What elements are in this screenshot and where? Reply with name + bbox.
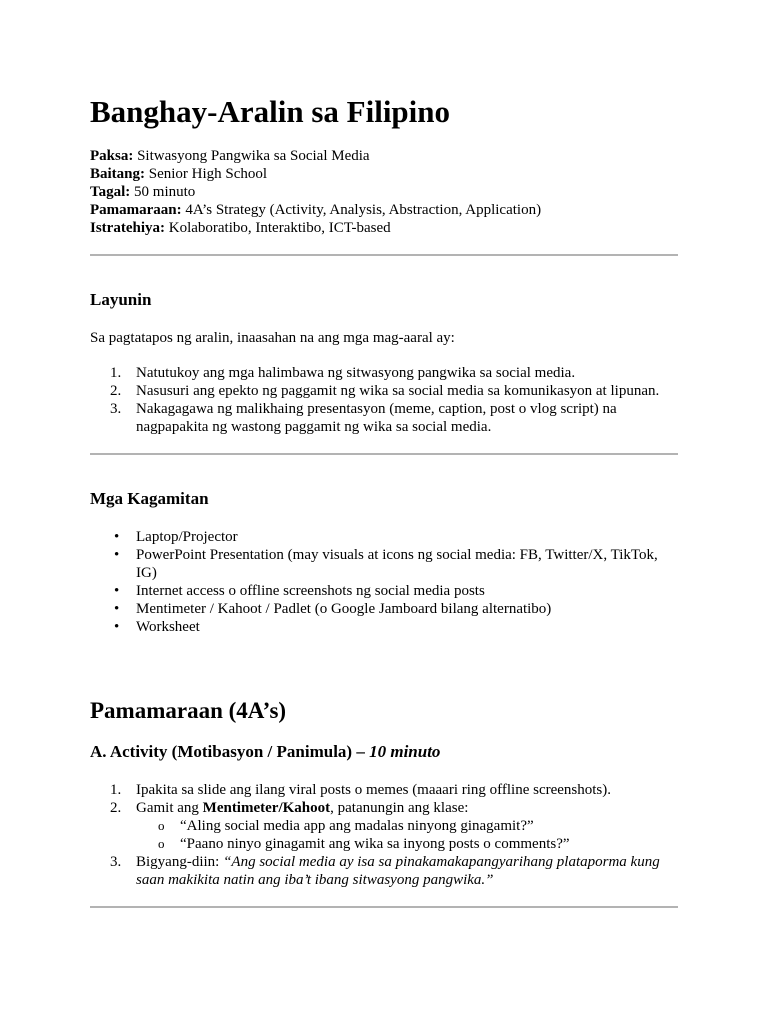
list-number: 1. <box>110 782 122 798</box>
list-number: 3. <box>110 401 122 417</box>
section-divider <box>90 254 678 256</box>
list-item-text: Nakagagawa ng malikhaing presentasyon (meme, caption, post o vlog script) na nagpapakita ng wastong paggamit ng wika sa social media. <box>136 401 617 435</box>
meta-baitang-value: Senior High School <box>148 166 268 182</box>
meta-paksa <box>90 147 690 165</box>
list-number: 2. <box>110 800 122 816</box>
list-item-text: PowerPoint Presentation (may visuals at icons ng social media: FB, Twitter/X, TikTok, IG) <box>136 547 658 581</box>
list-item-quote: “Ang social media ay isa sa pinakamakapangyarihang plataporma kung saan makikita natin ang iba’t ibang sitwasyong pangwika.” <box>136 854 660 888</box>
bullet-icon: • <box>114 547 120 563</box>
list-item-text-pre: Gamit ang <box>136 800 203 816</box>
list-item-text: Ipakita sa slide ang ilang viral posts o memes (maaari ring offline screenshots). <box>136 782 612 798</box>
sub-list-item-text: “Aling social media app ang madalas ninyong ginagamit?” <box>180 818 534 834</box>
pamamaraan-heading: Pamamaraan (4A’s) <box>90 698 287 723</box>
list-item <box>90 382 678 400</box>
meta-pamamaraan <box>90 201 690 219</box>
meta-paksa-label: Paksa: <box>90 148 134 164</box>
activity-heading-time: 10 minuto <box>369 742 441 761</box>
list-item <box>90 400 678 436</box>
circle-bullet-icon: o <box>158 818 165 833</box>
meta-tagal <box>90 183 690 201</box>
list-item-text: Worksheet <box>136 619 200 635</box>
list-item <box>90 546 678 582</box>
list-item-text: Laptop/Projector <box>136 529 238 545</box>
list-item <box>90 600 678 618</box>
list-item <box>90 853 678 889</box>
list-number: 2. <box>110 383 122 399</box>
list-item-text: Internet access o offline screenshots ng social media posts <box>136 583 485 599</box>
activity-heading-main: A. Activity (Motibasyon / Panimula) – <box>90 742 370 761</box>
list-number: 3. <box>110 854 122 870</box>
meta-baitang-label: Baitang: <box>90 166 146 182</box>
sub-list-item-text: “Paano ninyo ginagamit ang wika sa inyong posts o comments?” <box>180 836 570 852</box>
meta-baitang <box>90 165 690 183</box>
list-item <box>90 364 678 382</box>
section-divider <box>90 453 678 455</box>
meta-istratehiya-label: Istratehiya: <box>90 220 165 236</box>
kagamitan-heading: Mga Kagamitan <box>90 489 209 508</box>
bullet-icon: • <box>114 619 120 635</box>
kagamitan-list <box>90 528 678 636</box>
bullet-icon: • <box>114 529 120 545</box>
document-title: Banghay-Aralin sa Filipino <box>90 94 451 129</box>
activity-heading <box>90 741 440 763</box>
meta-istratehiya <box>90 219 690 237</box>
list-item <box>90 582 678 600</box>
list-item-text-pre: Bigyang-diin: <box>136 854 224 870</box>
activity-list <box>90 781 678 889</box>
circle-bullet-icon: o <box>158 836 165 851</box>
lesson-meta <box>90 147 690 237</box>
list-item-text-post: , patanungin ang klase: <box>330 800 469 816</box>
meta-paksa-value: Sitwasyong Pangwika sa Social Media <box>137 148 370 164</box>
list-item-text: Nasusuri ang epekto ng paggamit ng wika sa social media sa komunikasyon at lipunan. <box>136 383 660 399</box>
meta-tagal-value: 50 minuto <box>134 184 196 200</box>
list-item-text: Natutukoy ang mga halimbawa ng sitwasyong pangwika sa social media. <box>136 365 576 381</box>
layunin-heading: Layunin <box>90 290 152 309</box>
list-item <box>90 799 678 817</box>
layunin-list <box>90 364 678 436</box>
list-number: 1. <box>110 365 122 381</box>
meta-pamamaraan-label: Pamamaraan: <box>90 202 182 218</box>
list-item-text-bold: Mentimeter/Kahoot <box>202 800 331 816</box>
list-item <box>90 618 678 636</box>
list-item <box>90 781 678 799</box>
sub-list-item <box>90 817 678 835</box>
bullet-icon: • <box>114 601 120 617</box>
meta-istratehiya-value: Kolaboratibo, Interaktibo, ICT-based <box>168 220 391 236</box>
meta-tagal-label: Tagal: <box>90 184 131 200</box>
bullet-icon: • <box>114 583 120 599</box>
sub-list-item <box>90 835 678 853</box>
meta-pamamaraan-value: 4A’s Strategy (Activity, Analysis, Abstraction, Application) <box>185 202 542 218</box>
list-item <box>90 528 678 546</box>
list-item-text: Mentimeter / Kahoot / Padlet (o Google Jamboard bilang alternatibo) <box>136 601 552 617</box>
layunin-intro: Sa pagtatapos ng aralin, inaasahan na ang mga mag-aaral ay: <box>90 330 455 346</box>
section-divider <box>90 906 678 908</box>
